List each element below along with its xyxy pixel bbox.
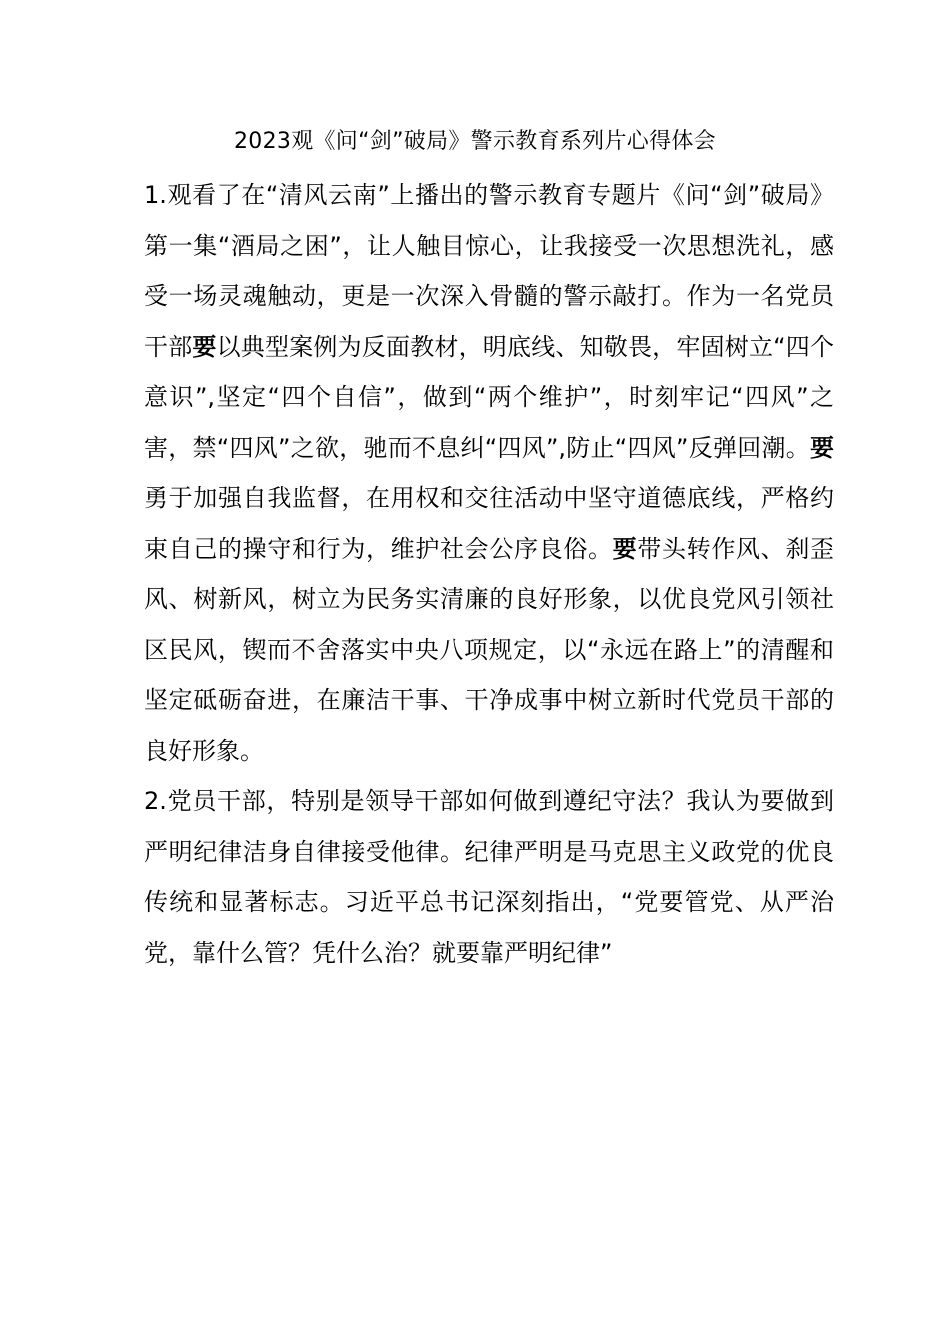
paragraph-1-segment-3: 勇于加强自我监督，在用权和交往活动中坚守道德底线，严格约束自己的操守和行为，维护社会公序良俗。	[144, 484, 834, 563]
document-title: 2023观《问“剑”破局》警示教育系列片心得体会	[234, 129, 716, 154]
paragraph-1-segment-4: 带头转作风、刹歪风、树新风，树立为民务实清廉的良好形象，以优良党风引领社区民风，锲而不舍落实中央八项规定，以“永远在路上”的清醒和坚定砥砺奋进，在廉洁干事、干净成事中树立新时代党员干部的良好形象。	[144, 534, 835, 765]
paragraph-1-segment-2: 以典型案例为反面教材，明底线、知敬畏，牢固树立“四个意识”,坚定“四个自信”，做到“两个维护”，时刻牢记“四风”之害，禁“四风”之欲，驰而不息纠“四风”,防止“四风”反弹回潮。	[144, 332, 835, 462]
emphasis-yao-3: 要	[612, 534, 638, 563]
paragraph-1	[144, 170, 834, 776]
emphasis-yao-1: 要	[192, 332, 217, 361]
document-body	[144, 170, 834, 978]
paragraph-2: 2.党员干部，特别是领导干部如何做到遵纪守法？我认为要做到严明纪律洁身自律接受他律。纪律严明是马克思主义政党的优良传统和显著标志。习近平总书记深刻指出，“党要管党、从严治党，靠什么管？凭什么治？就要靠严明纪律”	[144, 787, 834, 967]
emphasis-yao-2: 要	[810, 433, 834, 462]
paragraph-1-segment-1: 1.观看了在“清风云南”上播出的警示教育专题片《问“剑”破局》第一集“酒局之困”，让人触目惊心，让我接受一次思想洗礼，感受一场灵魂触动，更是一次深入骨髓的警示敲打。作为一名党员干部	[144, 181, 834, 361]
